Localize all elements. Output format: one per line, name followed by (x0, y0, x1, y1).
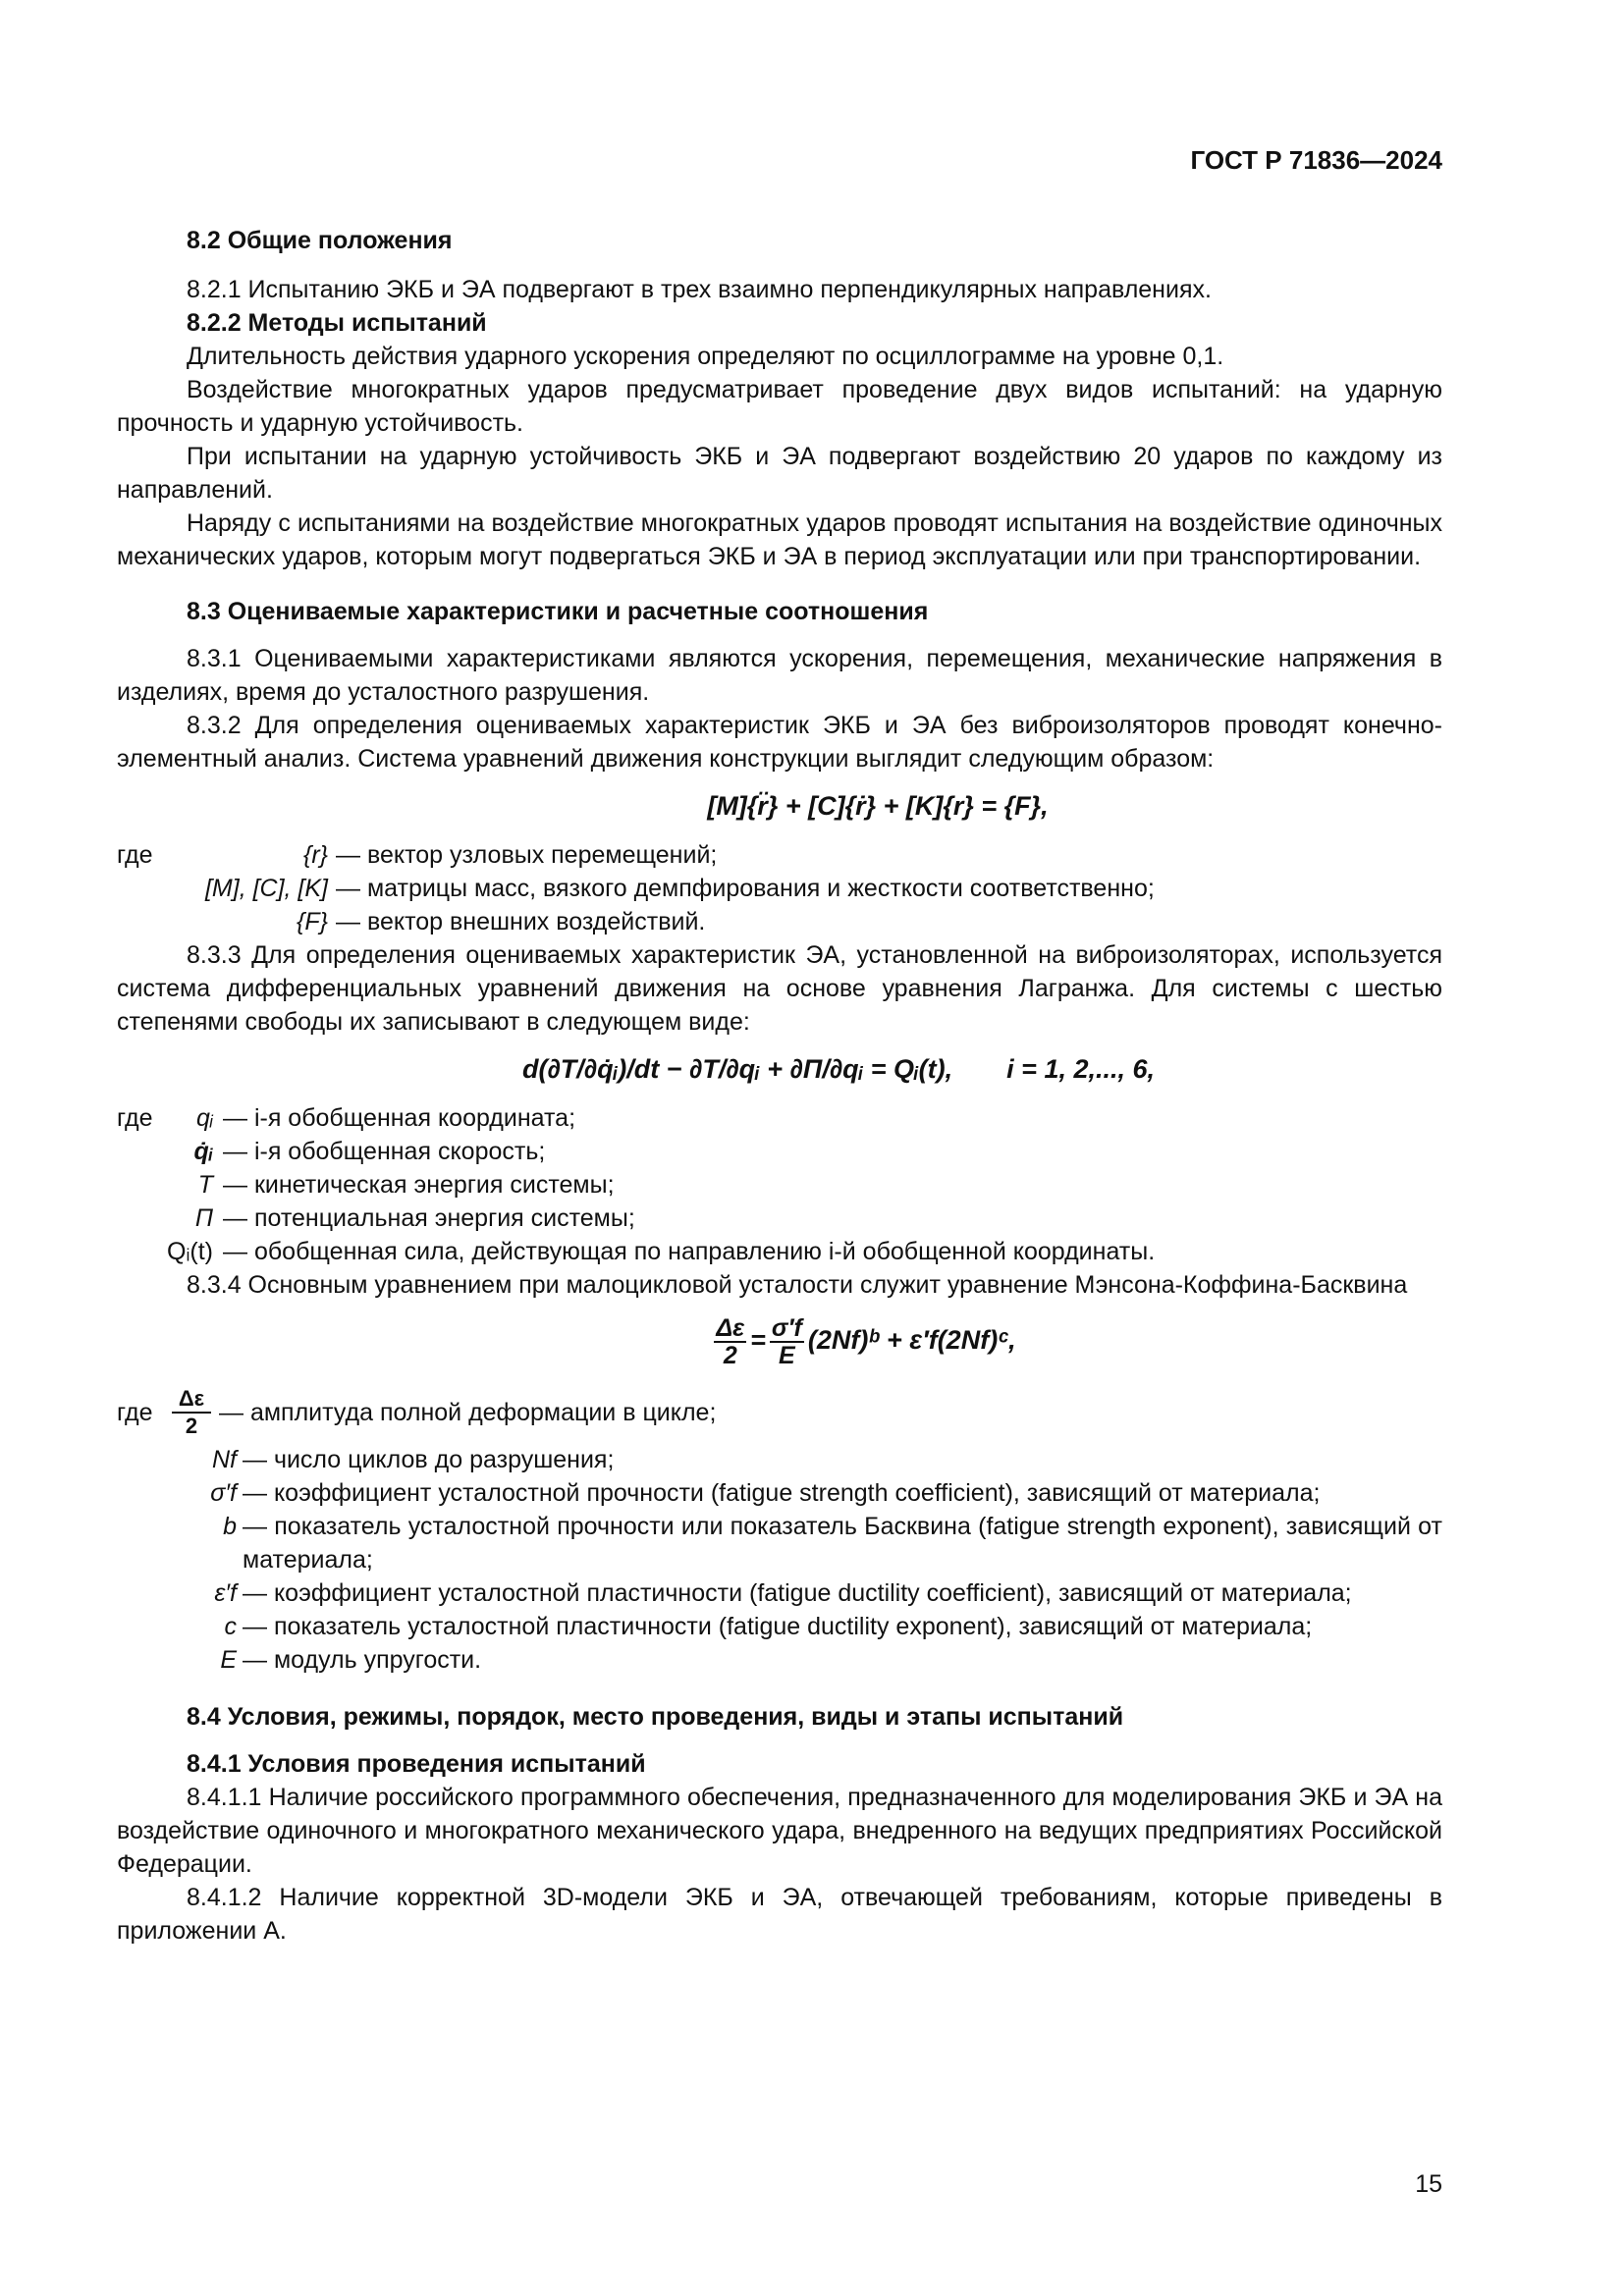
symbol-description: — показатель усталостной прочности или показатель Басквина (fatigue strength exponent), зависящий от материала; (243, 1513, 1442, 1574)
paragraph: 8.3.2 Для определения оцениваемых характеристик ЭКБ и ЭА без виброизоляторов проводят конечно-элементный анализ. Система уравнений движения конструкции выглядит следующим образом: (117, 712, 1442, 773)
where-block-3 (117, 1386, 1442, 1677)
subsection-8-4-1-heading: 8.4.1 Условия проведения испытаний (187, 1750, 646, 1778)
where-block-2 (117, 1101, 1442, 1268)
symbol-description: — кинетическая энергия системы; (223, 1171, 615, 1199)
symbol-description: — коэффициент усталостной пластичности (fatigue ductility coefficient), зависящий от материала; (243, 1579, 1352, 1607)
symbol: ε′f (214, 1579, 237, 1607)
paragraph: 8.4.1.2 Наличие корректной 3D-модели ЭКБ и ЭА, отвечающей требованиям, которые приведены в приложении А. (117, 1884, 1442, 1945)
subsection-8-2-2-heading: 8.2.2 Методы испытаний (187, 309, 487, 337)
fraction (770, 1315, 804, 1368)
symbol: c (224, 1613, 237, 1640)
fraction-denominator: 2 (185, 1414, 198, 1438)
paragraph: Воздействие многократных ударов предусматривает проведение двух видов испытаний: на ударную прочность и ударную устойчивость. (117, 376, 1442, 437)
symbol: b (223, 1513, 237, 1540)
symbol-description: — показатель усталостной пластичности (fatigue ductility exponent), зависящий от материала; (243, 1613, 1313, 1640)
paragraph: 8.3.4 Основным уравнением при малоцикловой усталости служит уравнение Мэнсона-Коффина-Басквина (187, 1271, 1408, 1299)
symbol-description: — матрицы масс, вязкого демпфирования и жесткости соответственно; (336, 875, 1155, 902)
symbol-description: — коэффициент усталостной прочности (fatigue strength coefficient), зависящий от материала; (243, 1479, 1321, 1507)
symbol: {F} (297, 908, 328, 935)
document-header: ГОСТ Р 71836—2024 (1190, 145, 1442, 175)
section-8-2-heading: 8.2 Общие положения (187, 227, 453, 254)
fraction-numerator: σ′f (771, 1314, 802, 1342)
symbol: σ′f (210, 1479, 237, 1507)
fraction-numerator: Δε (172, 1386, 211, 1414)
symbol: [M], [C], [K] (204, 875, 328, 902)
symbol-description: — потенциальная энергия системы; (223, 1204, 635, 1232)
paragraph: Длительность действия ударного ускорения определяют по осциллограмме на уровне 0,1. (187, 343, 1224, 370)
symbol: T (197, 1171, 213, 1199)
symbol-description: — модуль упругости. (243, 1646, 482, 1674)
section-8-4-heading: 8.4 Условия, режимы, порядок, место проведения, виды и этапы испытаний (187, 1703, 1124, 1731)
where-label: где (117, 1399, 153, 1426)
where-block-1 (117, 838, 1442, 938)
symbol-description: — i-я обобщенная скорость; (223, 1138, 546, 1165)
symbol-description: — вектор узловых перемещений; (336, 841, 718, 869)
fraction (714, 1315, 746, 1368)
symbol: П (194, 1204, 213, 1232)
where-label: где (117, 1104, 153, 1132)
fraction-numerator: Δε (716, 1314, 745, 1342)
symbol: qᵢ (195, 1104, 213, 1132)
equation-lagrange (117, 1052, 1442, 1086)
paragraph: 8.3.3 Для определения оцениваемых характеристик ЭА, установленной на виброизоляторах, используется система дифференциальных уравнений движения на основе уравнения Лагранжа. Для системы с шестью степенями свободы их записывают в следующем виде: (117, 941, 1442, 1036)
symbol-description: — i-я обобщенная координата; (223, 1104, 576, 1132)
equation-rest: (2Nf)ᵇ + ε′f(2Nf)ᶜ, (807, 1325, 1016, 1356)
symbol-description: — число циклов до разрушения; (243, 1446, 615, 1473)
document-page (117, 0, 1442, 2296)
section-8-3-heading: 8.3 Оцениваемые характеристики и расчетные соотношения (187, 598, 929, 625)
symbol: Nf (212, 1446, 237, 1473)
equation-lagrange-index: i = 1, 2,..., 6, (1006, 1054, 1156, 1084)
equation-lagrange-body: d(∂T/∂q̇ᵢ)/dt − ∂T/∂qᵢ + ∂П/∂qᵢ = Qᵢ(t), (521, 1054, 953, 1084)
where-label: где (117, 841, 153, 869)
paragraph: 8.4.1.1 Наличие российского программного обеспечения, предназначенного для моделирования ЭКБ и ЭА на воздействие одиночного и многократного механического удара, внедренного на ведущих предприятиях Российской Федерации. (117, 1784, 1442, 1878)
symbol: Qᵢ(t) (167, 1238, 213, 1265)
equation-motion: [M]{r̈} + [C]{ṙ} + [K]{r} = {F}, (707, 791, 1049, 821)
paragraph: Наряду с испытаниями на воздействие многократных ударов проводят испытания на воздействие одиночных механических ударов, которым могут подвергаться ЭКБ и ЭА в период эксплуатации или при транспортировании. (117, 509, 1442, 570)
document-body (117, 224, 1442, 1948)
fraction-denominator: E (779, 1342, 795, 1369)
symbol: q̇ᵢ (193, 1138, 213, 1165)
symbol-description: — вектор внешних воздействий. (336, 908, 706, 935)
symbol: {r} (302, 841, 328, 869)
paragraph: 8.3.1 Оцениваемыми характеристиками являются ускорения, перемещения, механические напряжения в изделиях, время до усталостного разрушения. (117, 645, 1442, 706)
symbol: E (220, 1646, 237, 1674)
symbol-description: — обобщенная сила, действующая по направлению i-й обобщенной координаты. (223, 1238, 1156, 1265)
equation-manson-coffin-basquin: $\frac{\Delta\varepsilon}{2}$ = $\frac{\sigma'f}{E}$ (2Nf)ᵇ + ε′f(2Nf)ᶜ, (716, 1314, 1016, 1369)
page-number: 15 (1415, 2170, 1442, 2198)
paragraph: 8.2.1 Испытанию ЭКБ и ЭА подвергают в трех взаимно перпендикулярных направлениях. (187, 276, 1212, 303)
paragraph: При испытании на ударную устойчивость ЭКБ и ЭА подвергают воздействию 20 ударов по каждому из направлений. (117, 443, 1442, 504)
fraction (172, 1386, 211, 1439)
symbol-description: — амплитуда полной деформации в цикле; (219, 1399, 717, 1426)
fraction-denominator: 2 (723, 1342, 737, 1369)
